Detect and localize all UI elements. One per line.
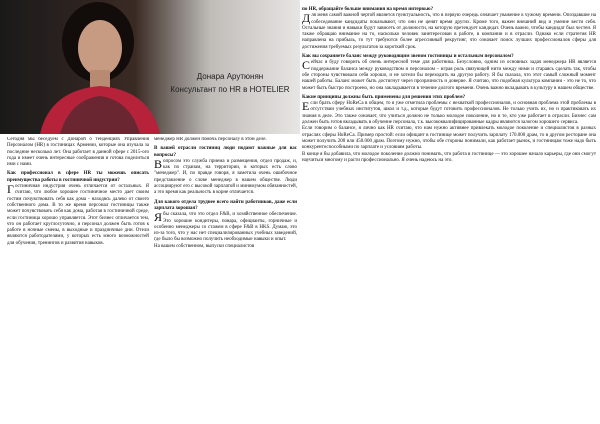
interview-question: Как вы сохраняете баланс между руководящим звеном гостиницы и остальным персоналом?: [302, 54, 514, 60]
article-paragraph: менеджер HR должен помочь персоналу в этом деле.: [154, 137, 267, 142]
article-column-2: [154, 137, 297, 421]
interview-question: Какие принципы должны быть применены для решения этих проблем?: [302, 94, 466, 100]
article-paragraph: На вашем собственном, выпуски специалистов: [154, 243, 255, 249]
article-column-1: [7, 137, 149, 421]
portrait-caption: [162, 70, 298, 96]
interview-question: Как профессионал в сфере HR ты можешь описать преимущества работы в гостиничной индустрии?: [7, 171, 149, 183]
interview-question: по HR, обращайте больше внимания на время интервью?: [302, 7, 434, 12]
article-paragraph: Для меня самой важной чертой является пунктуальность, что в первую очередь означает уважение к чужому времени. Опоздавшие на собеседование кандидаты показывают, что они не ценят время других. Кроме того, важен внешний вид и умение вести себя. Остальные знания и навыки будут зависеть от должности, на которую претендует кандидат. Очень важно, чтобы кандидат был честен. Я также обращаю внимание на то, насколько человек заинтересован в работе, в компании и в отрасли. Однако если стратегия HR направлена на прибыль, то тут требуются более агрессивный рекрутинг, что означает поиск лучших профессионалов сферы для достижения требуемых результатов за короткий срок.: [302, 11, 596, 50]
article-paragraph: Сейчас я буду говорить об очень интересной теме для работника. Безусловно, одним из основных задач менеджера HR является поддержание баланса между руководством и персоналом – играя роль связующей нити между ними и стараясь сделать так, чтобы обе стороны чувствовали себя хорошо, и не хотели бы переходить на другую работу. Я бы сказала, что этот самый сложный момент нашей работы. Баланс может быть достигнут через прозрачность и доверие. Я считаю, что подобная культура компании - это не то, что может быть быстро построено, но она закладывается в течение долгого времени. Очень важно вкладывать в культуру в нашем обществе.: [302, 58, 596, 91]
article-column-3: [302, 4, 596, 421]
interview-question: В вашей отрасли гостиниц люди подают важные для вас вопросы?: [154, 146, 297, 158]
article-paragraph: Ябы сказала, что это отдел F&B, и хозяйственное обеспечение. Это хорошие кондитеры, повара, официанты, горничные и особенно менеджеры со стажем в сфере F&B в HKS. Думаю, это из-за того, что у нас нет специализированных учебных заведений, где было бы возможно получить необходимые навыки и опыт.: [154, 210, 297, 243]
article-paragraph: Если брать сферу HoReCa в общем, то я уже отметила проблемы с нехваткой профессионалов, и основная проблема этой проблемы в отсутствии учебных институтов, школ и т.д., которые будут готовить профессионалов. Не только учить их, но и практиковать их знания в деле. Это также означает, что учиться должно не только молодое поколение, но и те, кто уже работает в отрасли. Бизнес сам должен быть готов вкладывать в обучение персонала, т.к. высококвалифицированные кадры являются залогом хорошего сервиса.: [302, 99, 596, 126]
article-paragraph: Вопросом это служба приема и размещения, отдел продаж, и, как по странам, на территории, в которых есть слово "менеджер". И, по правде говоря, я заметила очень ошибочное представление о слове менеджер в нашем обществе. Люди ассоциируют его с высокой зарплатой и минимумом обязанностей, а это время как реальность в корне отличается.: [154, 156, 297, 196]
article-paragraph: Если говорим о балансе, я лично как HR считаю, что нам нужно активнее привлекать молодое поколение и специалистов в разных отраслях сферы HoReCa. Пример простой: если офицант в гостинице может получить зарплату 170.000 драм, то в другом ресторане она может получить 200 или 450.000 драм. Поэтому нужно, чтобы обе стороны понимали, как работает рынок, и гостиницам тоже надо быть конкурентоспособными по зарплате и условиям работы.: [302, 126, 596, 151]
caption-name: Донара Арутюнян: [196, 72, 264, 81]
article-paragraph: Сегодня мы беседуем с Донарой о тенденциях Управления Персоналом (HR) в гостиницах Армении, которые она изучала за последние несколько лет. Она работает в данной сфере с 2015-ого года и имеет очень интересные соображения и готова поделиться ими с нами.: [7, 137, 149, 168]
interview-question: Для какого отдела труднее всего найти работников, даже если зарплата хорошая?: [154, 199, 297, 211]
article-paragraph: Гостиничная индустрия очень отличается от остальных. Я считаю, что любое хорошее гостиничное место дает своим гостям почувствовать себя как дома - находясь далеко от своего собственного дома. В то же время персонал гостиницы также может почувствовать себя как дома, работая в гостиничной среде, если гостиница хорошо управляется. Этот бизнес отличается тем, что он работает круглосуточно, и персонал должен быть готов к работе в ночные смены, в выходные и праздничные дни. Отели являются работодателями, у которых есть много возможностей для обучения, тренингов и развития навыков.: [7, 182, 149, 246]
portrait-photo: [0, 0, 300, 134]
caption-role: Консультант по HR в HOTELIER: [170, 85, 290, 94]
article-paragraph: В конце я бы добавила, что молодое поколение должно понимать, что работа в гостинице — это хорошее начало карьеры, где они смогут научиться многому и расти профессионально. Я очень надеюсь на это.: [302, 151, 596, 163]
